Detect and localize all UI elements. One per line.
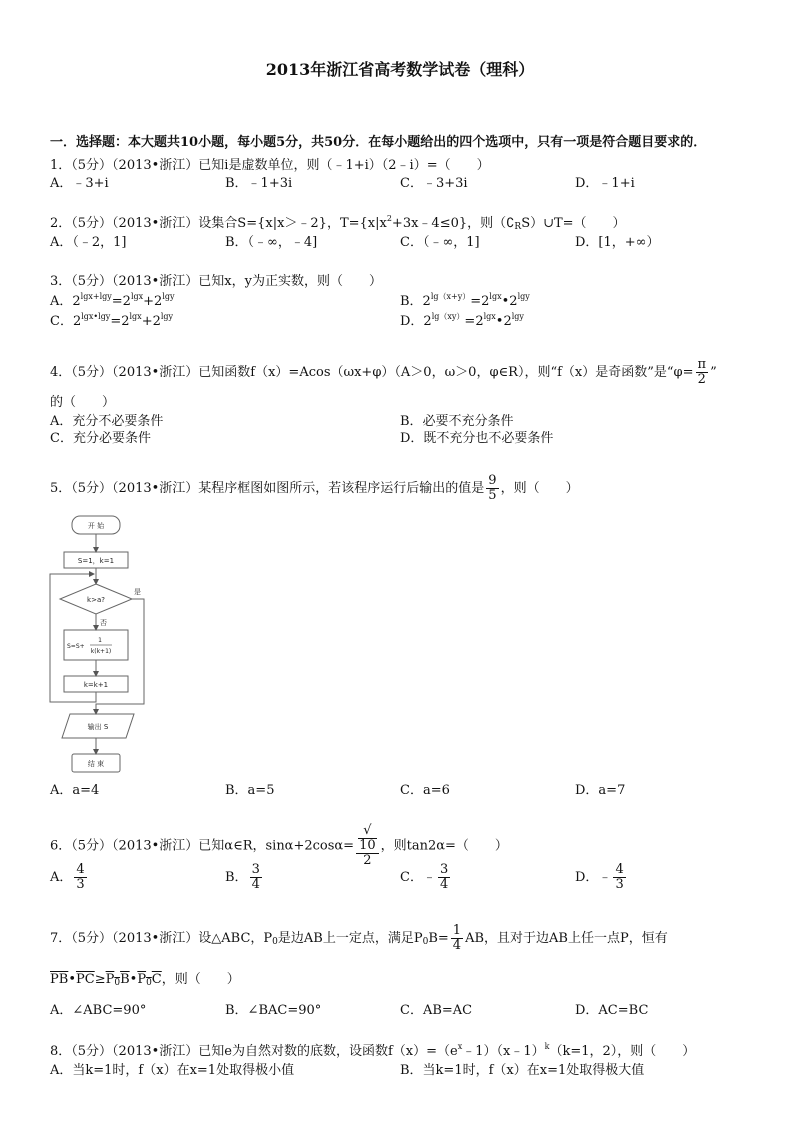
q7-option-b: B．∠BAC=90° — [225, 1003, 322, 1018]
q7-stem: 7．（5分）（2013•浙江）设△ABC，$P_0$是边AB上一定点，满足$P_0B=$ $\frac{1}{4}$ AB，且对于边AB上任一点P，恒有 — [50, 923, 668, 953]
q5-option-b: B．a=5 — [225, 783, 275, 798]
q7-vector-inequality: $\overline{PB}•\overline{PC}\ge P_0B•P_0C$，则（ ） — [50, 972, 240, 988]
page-title: 2013年浙江省高考数学试卷（理科） — [265, 60, 535, 79]
q4-option-b: B．必要不充分条件 — [400, 414, 514, 429]
q2-option-a: A．（﹣2，1] — [50, 235, 127, 250]
q3-option-a: A．$2^{lgx+lgy}=2^{lgx}+2^{lgy}$ — [50, 292, 175, 309]
q4-fraction: $\frac{\pi}{2}$ — [697, 357, 707, 387]
q5-option-c: C．a=6 — [400, 783, 450, 798]
q7-fraction: $\frac{1}{4}$ — [452, 923, 462, 953]
flow-assign-text: S=S+ — [67, 643, 85, 650]
flow-end-text: 结 束 — [87, 760, 105, 768]
q8-option-b: B．当k=1时，f（x）在x=1处取得极大值 — [400, 1063, 645, 1078]
flow-no-label: 否 — [100, 619, 107, 627]
q1-option-b: B．﹣1+3i — [225, 176, 293, 191]
q2-option-b: B．（﹣∞，﹣4] — [225, 235, 318, 250]
q8-option-a: A．当k=1时，f（x）在x=1处取得极小值 — [50, 1063, 295, 1078]
q3-option-c: C．$2^{lgx•lgy}=2^{lgx}+2^{lgy}$ — [50, 312, 174, 329]
q1-option-a: A．﹣3+i — [50, 176, 109, 191]
q4-stem: 4．（5分）（2013•浙江）已知函数f（x）=Acos（ωx+φ）（A＞0，ω＞0，φ∈R），则“f（x）是奇函数”是“φ= $\frac{\pi}{2}$ ” — [50, 357, 717, 387]
q4-option-a: A．充分不必要条件 — [50, 414, 164, 429]
q5-option-d: D．a=7 — [575, 783, 626, 798]
q2-stem: 2．（5分）（2013•浙江）设集合S={x|x＞﹣2}，$T=\{x|x^2+3x﹣4\le 0\}$，则$(∁_RS)\cup T=$（ ） — [50, 214, 626, 232]
flow-output-text: 输出 S — [87, 723, 109, 731]
q6-option-b: B． $\frac{3}{4}$ — [225, 862, 260, 892]
q6-option-d: D．﹣ $\frac{4}{3}$ — [575, 862, 624, 892]
section-heading: 一．选择题：本大题共10小题，每小题5分，共50分．在每小题给出的四个选项中，只有一项是符合题目要求的． — [50, 135, 707, 150]
q5-fraction: $\frac{9}{5}$ — [488, 473, 497, 503]
flow-start-text: 开 始 — [87, 522, 105, 530]
q7-option-d: D．AC=BC — [575, 1003, 649, 1018]
q3-stem: 3．（5分）（2013•浙江）已知x，y为正实数，则（ ） — [50, 274, 382, 289]
q4-stem-continued: 的（ ） — [50, 395, 116, 410]
flow-init-text: S=1，k=1 — [77, 557, 115, 565]
q6-fraction: √ 10 2 — [356, 824, 379, 868]
flow-condition-text: k>a? — [87, 596, 105, 604]
q1-stem: 1．（5分）（2013•浙江）已知i是虚数单位，则（﹣1+i）（2﹣i）=（ ） — [50, 158, 490, 173]
flow-yes-label: 是 — [134, 588, 141, 596]
q2-option-d: D．[1，+∞） — [575, 235, 660, 250]
q7-option-a: A．∠ABC=90° — [50, 1003, 147, 1018]
q2-option-c: C．（﹣∞，1] — [400, 235, 480, 250]
q5-option-a: A．a=4 — [50, 783, 100, 798]
q5-flowchart — [44, 512, 154, 777]
q3-option-b: B．$2^{lg(x+y)}=2^{lgx}•2^{lgy}$ — [400, 292, 530, 309]
q8-stem: 8．（5分）（2013•浙江）已知e为自然对数的底数，设函数$f(x)=(e^x﹣1)(x﹣1)^k(k=1$，2），则（ ） — [50, 1042, 696, 1059]
flow-assign-num: 1 — [98, 637, 102, 644]
flow-assign-den: k(k+1) — [90, 648, 112, 655]
flow-increment-text: k=k+1 — [83, 681, 109, 689]
q4-option-c: C．充分必要条件 — [50, 431, 151, 446]
q1-option-d: D．﹣1+i — [575, 176, 635, 191]
q4-option-d: D．既不充分也不必要条件 — [400, 431, 554, 446]
q6-option-a: A． $\frac{4}{3}$ — [50, 862, 85, 892]
q3-option-d: D．$2^{lg(xy)}=2^{lgx}•2^{lgy}$ — [400, 312, 524, 329]
q1-option-c: C．﹣3+3i — [400, 176, 468, 191]
q6-option-c: C．﹣ $\frac{3}{4}$ — [400, 862, 449, 892]
q7-option-c: C．AB=AC — [400, 1003, 473, 1018]
q5-stem: 5．（5分）（2013•浙江）某程序框图如图所示，若该程序运行后输出的值是 $\frac{9}{5}$ ，则（ ） — [50, 473, 579, 503]
q6-stem: 6．（5分）（2013•浙江）已知α∈R，sinα+2cosα= √ 10 2 ，则tan2α=（ ） — [50, 823, 508, 868]
